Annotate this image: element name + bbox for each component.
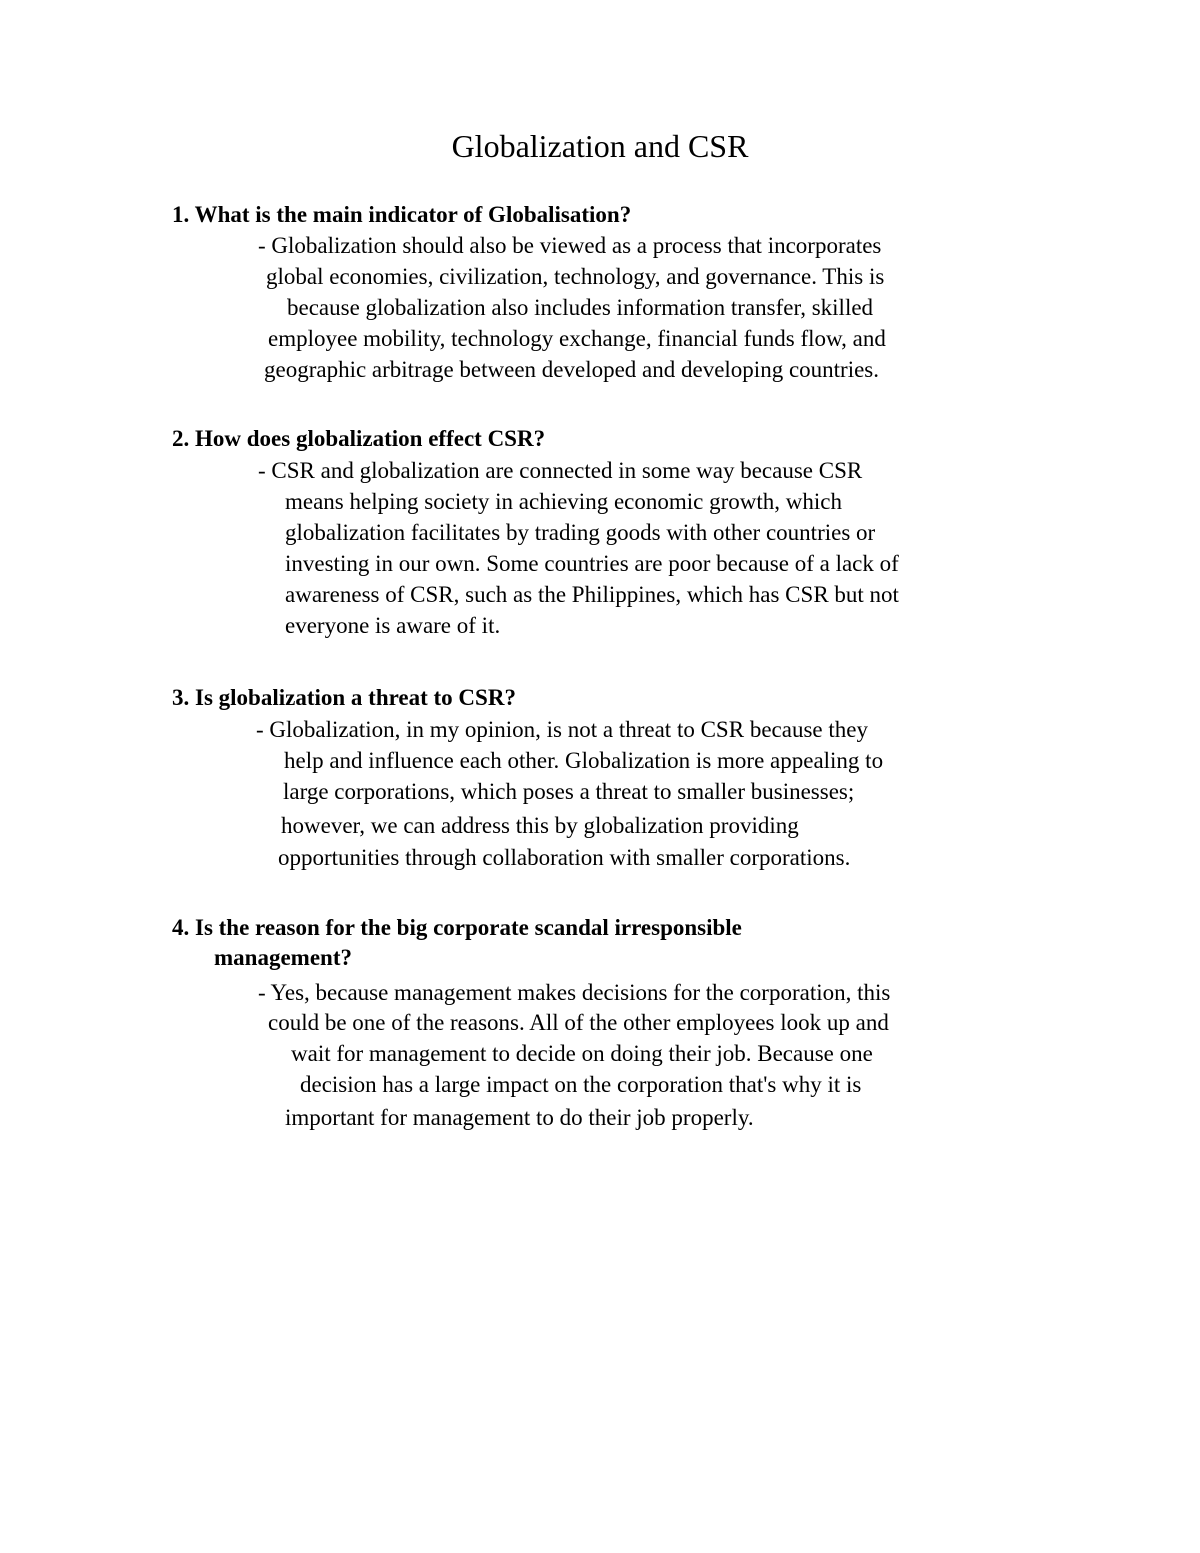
answer-2-line-3: globalization facilitates by trading goods with other countries or xyxy=(285,520,876,545)
answer-4-line-4: decision has a large impact on the corporation that's why it is xyxy=(300,1072,862,1097)
question-2: 2. How does globalization effect CSR? xyxy=(172,426,546,451)
answer-4-line-1: - Yes, because management makes decisions for the corporation, this xyxy=(258,980,891,1005)
question-4-line-2: management? xyxy=(214,945,352,970)
answer-3-line-4: however, we can address this by globalization providing xyxy=(281,813,799,838)
answer-3-line-1: - Globalization, in my opinion, is not a threat to CSR because they xyxy=(256,717,868,742)
answer-1-line-4: employee mobility, technology exchange, financial funds flow, and xyxy=(268,326,886,351)
question-1: 1. What is the main indicator of Globalisation? xyxy=(172,202,632,227)
question-4-line-1: 4. Is the reason for the big corporate scandal irresponsible xyxy=(172,915,742,940)
document-title: Globalization and CSR xyxy=(451,128,749,164)
answer-3-line-2: help and influence each other. Globalization is more appealing to xyxy=(284,748,884,773)
answer-2-line-1: - CSR and globalization are connected in some way because CSR xyxy=(258,458,863,483)
answer-4-line-5: important for management to do their job properly. xyxy=(285,1105,754,1130)
answer-4-line-3: wait for management to decide on doing their job. Because one xyxy=(291,1041,873,1066)
answer-1-line-1: - Globalization should also be viewed as a process that incorporates xyxy=(258,233,882,258)
answer-2-line-6: everyone is aware of it. xyxy=(285,613,501,638)
answer-3-line-3: large corporations, which poses a threat to smaller businesses; xyxy=(283,779,855,804)
answer-2-line-5: awareness of CSR, such as the Philippines, which has CSR but not xyxy=(285,582,899,607)
answer-1-line-2: global economies, civilization, technology, and governance. This is xyxy=(266,264,885,289)
answer-1-line-5: geographic arbitrage between developed and developing countries. xyxy=(264,357,880,382)
question-3: 3. Is globalization a threat to CSR? xyxy=(172,685,516,710)
answer-2-line-4: investing in our own. Some countries are poor because of a lack of xyxy=(285,551,899,576)
answer-4-line-2: could be one of the reasons. All of the other employees look up and xyxy=(268,1010,889,1035)
answer-1-line-3: because globalization also includes information transfer, skilled xyxy=(287,295,874,320)
answer-2-line-2: means helping society in achieving economic growth, which xyxy=(285,489,842,514)
answer-3-line-5: opportunities through collaboration with smaller corporations. xyxy=(278,845,851,870)
